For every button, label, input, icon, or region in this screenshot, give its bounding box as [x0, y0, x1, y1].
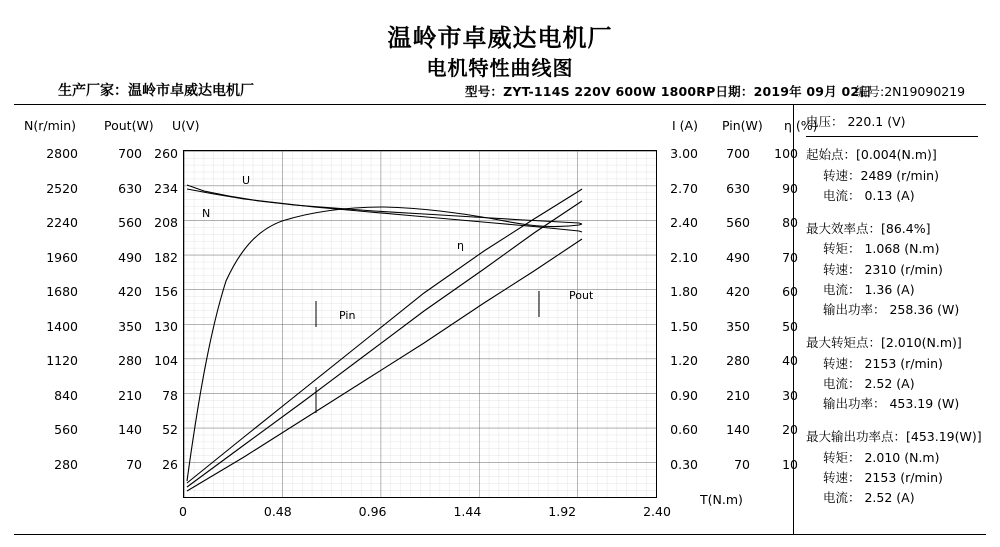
panel-block-1-line-2: 电流： 1.36 (A) [823, 281, 915, 297]
tick-pout-5: 350 [118, 318, 142, 334]
tick-torque-1: 0.48 [263, 504, 292, 519]
axis-header-voltage: U(V) [172, 118, 200, 133]
axis-header-speed: N(r/min) [24, 118, 77, 133]
panel-block-2 [806, 333, 992, 414]
tick-voltage-7: 78 [162, 387, 178, 403]
tick-pout-7: 210 [118, 387, 142, 403]
axis-header-current: I (A) [672, 118, 698, 133]
panel-block-2-line-2: 输出功率： 453.19 (W) [823, 396, 960, 411]
tick-pout-6: 280 [118, 353, 142, 369]
curve-label-input-power: Pin [339, 309, 356, 322]
tick-current-3: 2.10 [670, 249, 698, 265]
panel-block-1-line-3: 输出功率： 258.36 (W) [823, 302, 960, 317]
tick-efficiency-3: 70 [782, 249, 798, 265]
tick-torque-3: 1.44 [453, 504, 482, 519]
header-row [0, 80, 1000, 106]
tick-pout-1: 630 [118, 180, 142, 196]
tick-pin-8: 140 [726, 422, 750, 438]
panel-divider [806, 136, 978, 137]
x-axis-label: T(N.m) [700, 492, 743, 507]
curve-label-efficiency: η [457, 239, 464, 252]
curve-label-speed: N [202, 207, 211, 220]
tick-voltage-0: 260 [154, 146, 178, 161]
tick-pin-9: 70 [734, 456, 750, 472]
divider-top [14, 104, 986, 105]
tick-voltage-9: 26 [162, 456, 178, 472]
tick-voltage-8: 52 [162, 422, 178, 438]
curve-label-voltage: U [242, 174, 251, 187]
tick-current-1: 2.70 [670, 180, 698, 196]
tick-torque-2: 0.96 [358, 504, 387, 519]
tick-pin-3: 490 [726, 249, 750, 265]
manufacturer-label: 生产厂家：温岭市卓威达电机厂 [58, 83, 254, 99]
major-grid [184, 151, 656, 497]
tick-speed-1: 2520 [46, 180, 78, 196]
measurement-panel [806, 112, 992, 521]
tick-current-4: 1.80 [670, 284, 698, 300]
tick-efficiency-8: 20 [782, 422, 798, 438]
panel-block-3 [806, 427, 992, 508]
panel-block-3-line-2: 电流： 2.52 (A) [823, 490, 915, 505]
tick-pout-9: 70 [126, 456, 142, 472]
divider-bottom [14, 534, 986, 535]
panel-blocks [806, 145, 992, 508]
tick-pout-4: 420 [118, 284, 142, 300]
tick-pin-6: 280 [726, 353, 750, 369]
tick-voltage-4: 156 [154, 284, 178, 300]
tick-efficiency-9: 10 [782, 456, 798, 472]
panel-block-3-line-0: 转矩： 2.010 (N.m) [823, 449, 940, 465]
tick-efficiency-1: 90 [782, 180, 798, 196]
tick-torque-5: 2.40 [643, 504, 671, 519]
tick-speed-4: 1680 [46, 284, 78, 300]
curve-label-output-power: Pout [569, 289, 594, 302]
axis-header-pout: Pout(W) [104, 118, 154, 133]
tick-pin-7: 210 [726, 387, 750, 403]
tick-efficiency-0: 100 [774, 146, 798, 161]
tick-speed-2: 2240 [46, 215, 78, 231]
tick-voltage-6: 104 [154, 353, 178, 369]
tick-torque-4: 1.92 [548, 504, 577, 519]
tick-speed-3: 1960 [46, 249, 78, 265]
tick-speed-9: 280 [54, 456, 78, 472]
tick-voltage-5: 130 [154, 318, 178, 334]
panel-voltage: 电压： 220.1 (V) [806, 114, 906, 129]
tick-efficiency-7: 30 [782, 387, 798, 403]
serial-code-label: 编号:2N19090219 [855, 84, 966, 99]
tick-pin-5: 350 [726, 318, 750, 334]
tick-speed-0: 2800 [46, 146, 78, 161]
panel-block-1-line-0: 转矩： 1.068 (N.m) [823, 241, 940, 257]
tick-current-7: 0.90 [670, 387, 698, 403]
tick-current-8: 0.60 [670, 422, 698, 438]
chart-plot-area [183, 150, 657, 498]
tick-speed-5: 1400 [46, 318, 78, 334]
panel-block-0-line-1: 电流： 0.13 (A) [823, 187, 915, 203]
panel-block-0-line-0: 转速：2489 (r/min) [823, 167, 939, 183]
axis-header-efficiency: η (%) [784, 118, 818, 133]
tick-current-9: 0.30 [670, 456, 698, 472]
tick-pout-3: 490 [118, 249, 142, 265]
tick-efficiency-4: 60 [782, 284, 798, 300]
panel-block-3-head: 最大输出功率点：[453.19(W)] [806, 429, 982, 445]
tick-speed-6: 1120 [46, 353, 78, 369]
panel-block-2-line-1: 电流： 2.52 (A) [823, 375, 915, 391]
tick-voltage-3: 182 [154, 249, 178, 265]
tick-voltage-2: 208 [154, 215, 178, 231]
panel-block-2-head: 最大转矩点：[2.010(N.m)] [806, 335, 962, 351]
panel-block-0-head: 起始点：[0.004(N.m)] [806, 147, 937, 163]
tick-speed-7: 840 [54, 387, 78, 403]
panel-block-1-line-1: 转速： 2310 (r/min) [823, 261, 943, 277]
tick-pin-1: 630 [726, 180, 750, 196]
panel-block-1 [806, 219, 992, 320]
tick-pout-0: 700 [118, 146, 142, 161]
tick-pin-0: 700 [726, 146, 750, 161]
axis-header-pin: Pin(W) [722, 118, 763, 133]
tick-pin-2: 560 [726, 215, 750, 231]
tick-current-0: 3.00 [670, 146, 698, 161]
page-subtitle: 电机特性曲线图 [426, 56, 574, 80]
tick-voltage-1: 234 [154, 180, 178, 196]
tick-current-6: 1.20 [670, 353, 698, 369]
panel-block-2-line-0: 转速： 2153 (r/min) [823, 355, 943, 371]
tick-efficiency-5: 50 [782, 318, 798, 334]
panel-block-3-line-1: 转速： 2153 (r/min) [823, 469, 943, 485]
tick-current-2: 2.40 [670, 215, 698, 231]
tick-pin-4: 420 [726, 284, 750, 300]
tick-pout-8: 140 [118, 422, 142, 438]
tick-efficiency-2: 80 [782, 215, 798, 231]
chart-svg [184, 151, 656, 497]
model-label: 型号：ZYT-114S 220V 600W 1800RP日期：2019年 09月 02日 [465, 84, 872, 99]
tick-efficiency-6: 40 [782, 353, 798, 369]
tick-pout-2: 560 [118, 215, 142, 231]
page-title: 温岭市卓威达电机厂 [387, 24, 613, 52]
tick-torque-0: 0 [179, 504, 187, 519]
panel-block-1-head: 最大效率点：[86.4%] [806, 221, 931, 236]
tick-current-5: 1.50 [670, 318, 698, 334]
panel-block-0 [806, 145, 992, 206]
tick-speed-8: 560 [54, 422, 78, 438]
